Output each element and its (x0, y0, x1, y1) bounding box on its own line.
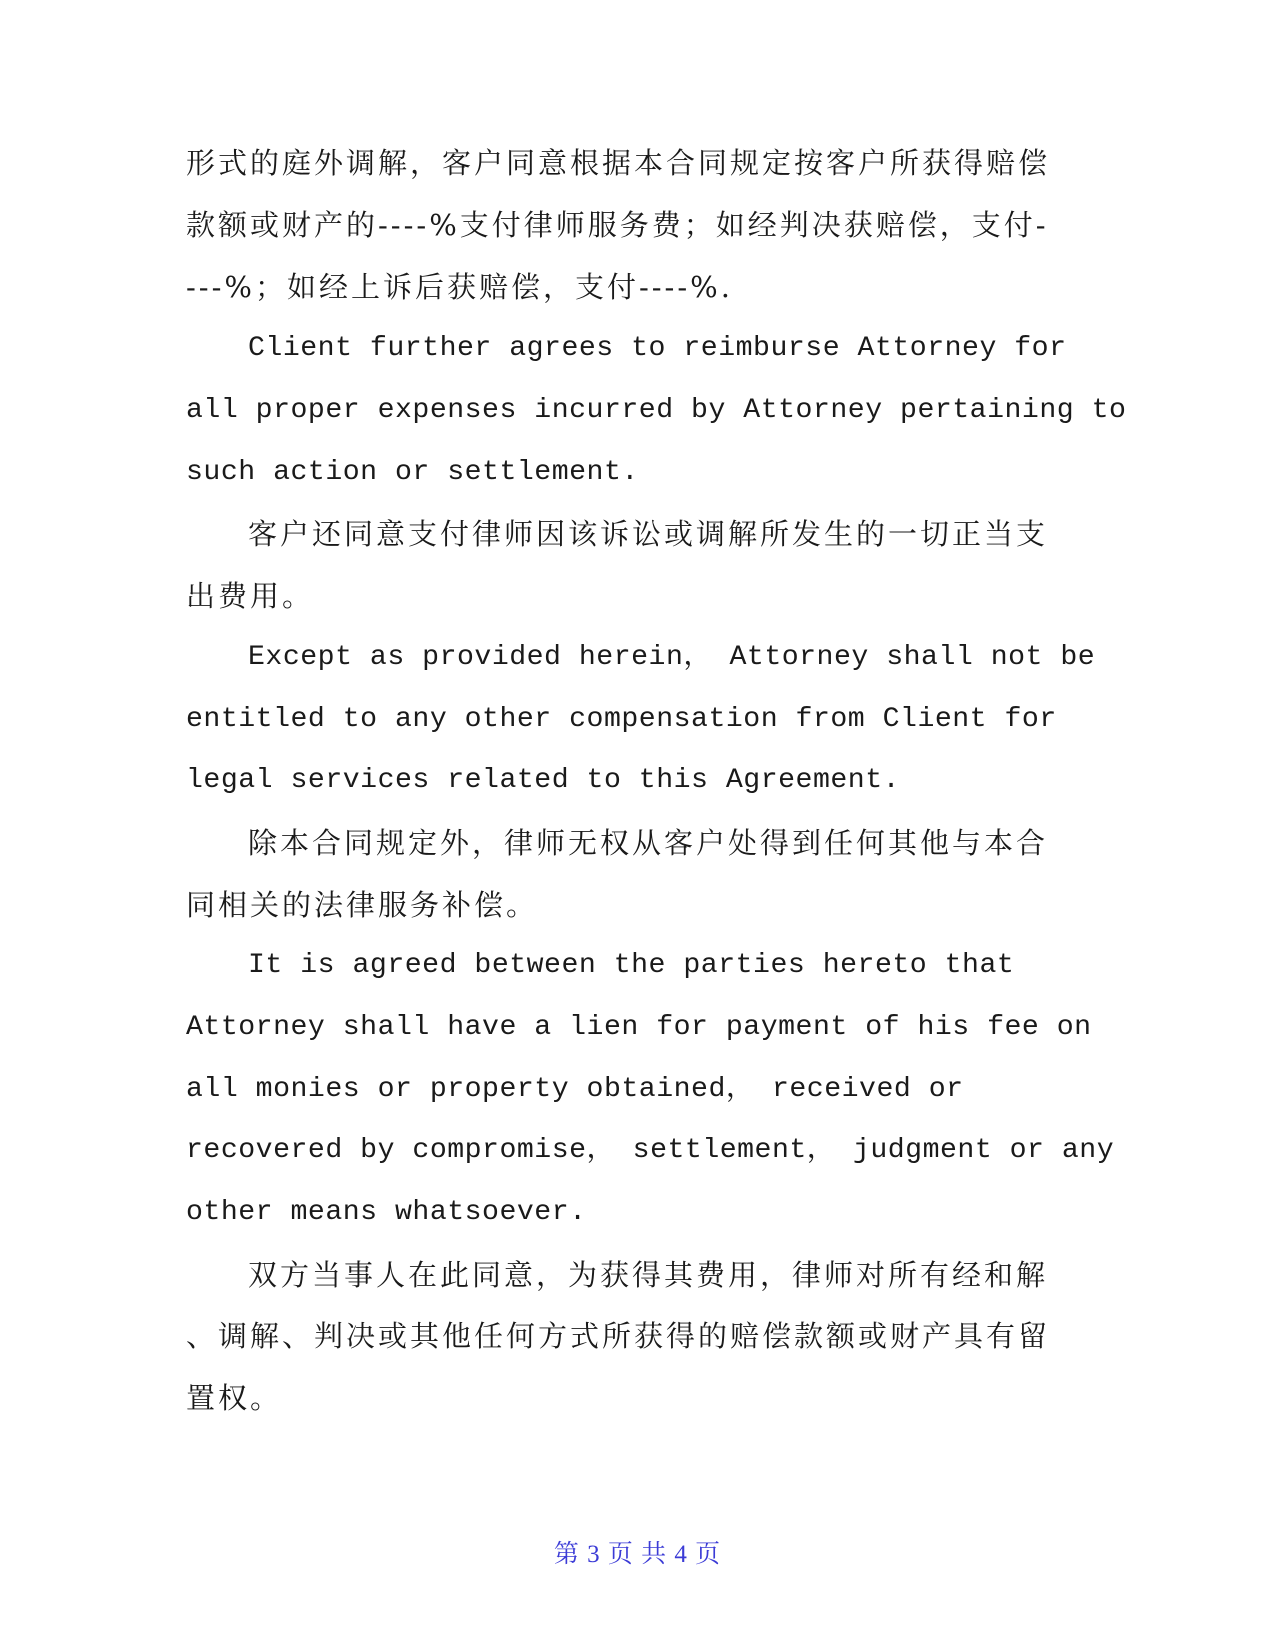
body-line: 形式的庭外调解，客户同意根据本合同规定按客户所获得赔偿 (186, 146, 1051, 180)
body-line: all monies or property obtained， received or (186, 1074, 964, 1105)
body-line: ---%；如经上诉后获赔偿，支付----%. (186, 270, 733, 304)
body-line: 、调解、判决或其他任何方式所获得的赔偿款额或财产具有留 (186, 1319, 1051, 1353)
body-line: legal services related to this Agreement. (186, 765, 901, 796)
body-line: 客户还同意支付律师因该诉讼或调解所发生的一切正当支 (248, 517, 1049, 551)
body-line: 出费用。 (186, 579, 315, 613)
body-line: other means whatsoever. (186, 1197, 587, 1228)
body-line: entitled to any other compensation from Client for (186, 704, 1057, 735)
body-line: 置权。 (186, 1381, 283, 1415)
body-line: 同相关的法律服务补偿。 (186, 888, 539, 922)
page-number-footer: 第 3 页 共 4 页 (553, 1541, 722, 1568)
body-line: 款额或财产的----%支付律师服务费；如经判决获赔偿，支付- (186, 208, 1049, 242)
body-line: It is agreed between the parties hereto that (248, 950, 1015, 981)
body-line: all proper expenses incurred by Attorney pertaining to (186, 395, 1127, 426)
body-line: Attorney shall have a lien for payment of his fee on (186, 1012, 1092, 1043)
body-line: Except as provided herein， Attorney shall not be (248, 642, 1096, 673)
body-line: Client further agrees to reimburse Attorney for (248, 333, 1067, 364)
body-line: recovered by compromise， settlement， judgment or any (186, 1135, 1115, 1166)
body-line: 除本合同规定外，律师无权从客户处得到任何其他与本合 (248, 826, 1049, 860)
body-line: 双方当事人在此同意，为获得其费用，律师对所有经和解 (248, 1258, 1049, 1292)
body-line: such action or settlement. (186, 457, 639, 488)
